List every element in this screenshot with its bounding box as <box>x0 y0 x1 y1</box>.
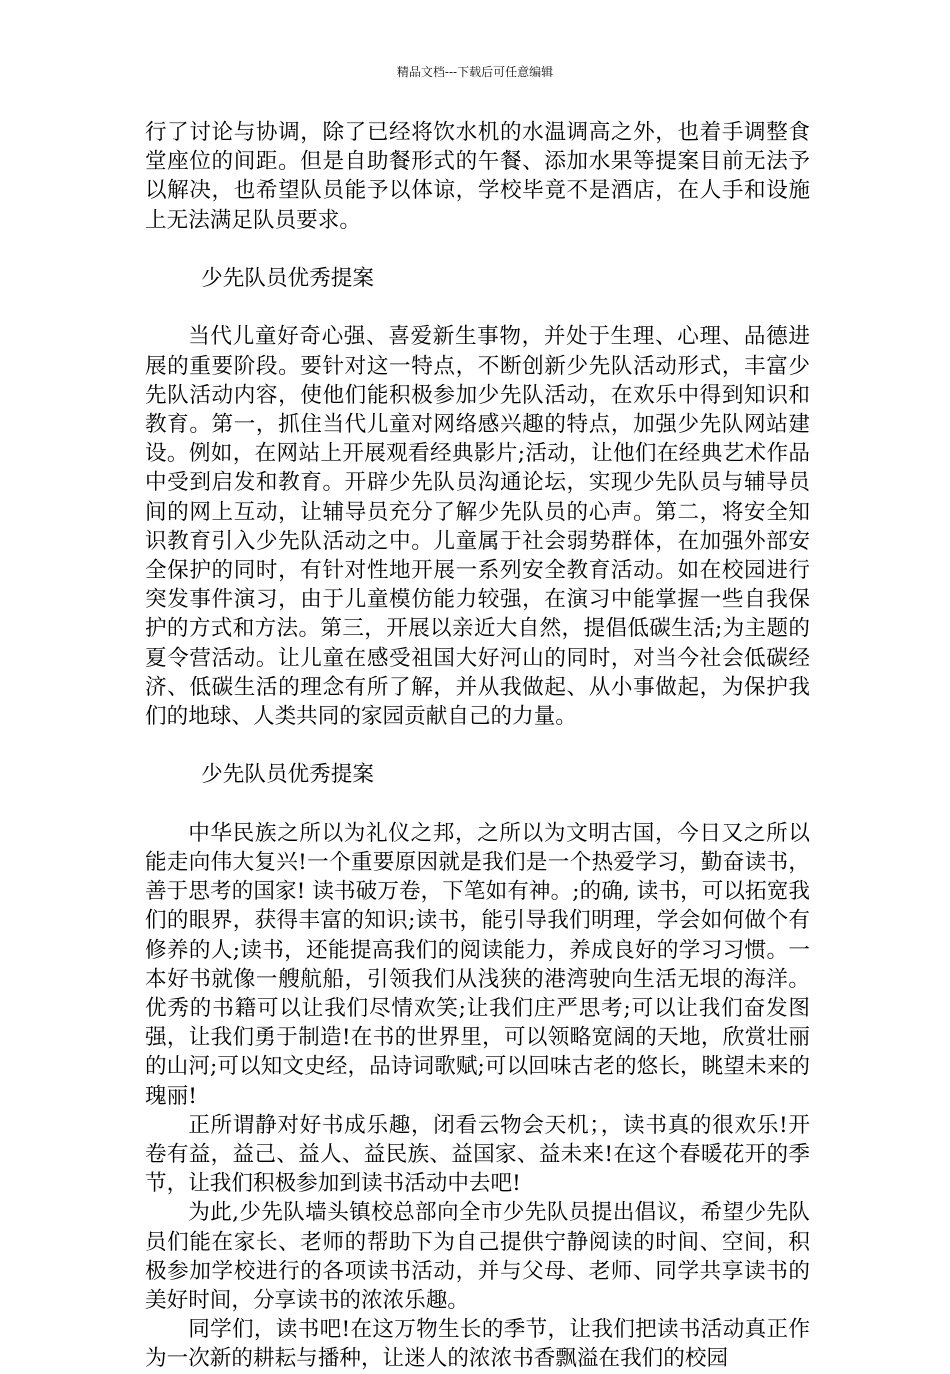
spacer <box>145 790 810 819</box>
spacer <box>145 235 810 264</box>
paragraph-initiative: 为此,少先队墙头镇校总部向全市少先队员提出倡议，希望少先队员们能在家长、老师的帮助下为自己提供宁静阅读的时间、空间，积极参加学校进行的各项读书活动，并与父母、老师、同学共享读书的美好时间，分享读书的浓浓乐趣。 <box>145 1200 810 1314</box>
spacer <box>145 731 810 760</box>
paragraph-continuation: 行了讨论与协调，除了已经将饮水机的水温调高之外，也着手调整食堂座位的间距。但是自助餐形式的午餐、添加水果等提案目前无法予以解决，也希望队员能予以体谅，学校毕竟不是酒店，在人手和设施上无法满足队员要求。 <box>145 120 810 233</box>
page-header: 精品文档---下载后可任意编辑 <box>396 65 554 79</box>
paragraph-call-to-read: 同学们，读书吧!在这万物生长的季节，让我们把读书活动真正作为一次新的耕耘与播种，让迷人的浓浓书香飘溢在我们的校园 <box>145 1317 810 1372</box>
section-heading: 少先队员优秀提案 <box>201 266 374 291</box>
paragraph-proposal-1: 当代儿童好奇心强、喜爱新生事物，并处于生理、心理、品德进展的重要阶段。要针对这一特点，不断创新少先队活动形式，丰富少先队活动内容，使他们能积极参加少先队活动，在欢乐中得到知识和教育。第一，抓住当代儿童对网络感兴趣的特点，加强少先队网站建设。例如，在网站上开展观看经典影片;活动，让他们在经典艺术作品中受到启发和教育。开辟少先队员沟通论坛，实现少先队员与辅导员间的网上互动，让辅导员充分了解少先队员的心声。第二，将安全知识教育引入少先队活动之中。儿童属于社会弱势群体，在加强外部安全保护的同时，有针对性地开展一系列安全教育活动。如在校园进行突发事件演习，由于儿童模仿能力较强，在演习中能掌握一些自我保护的方式和方法。第三，开展以亲近大自然，提倡低碳生活;为主题的夏令营活动。让儿童在感受祖国大好河山的同时，对当今社会低碳经济、低碳生活的理念有所了解，并从我做起、从小事做起，为保护我们的地球、人类共同的家园贡献自己的力量。 <box>145 324 810 730</box>
paragraph-reading-joy: 正所谓静对好书成乐趣，闭看云物会天机；，读书真的很欢乐!开卷有益，益己、益人、益民族、益国家、益未来!在这个春暖花开的季节，让我们积极参加到读书活动中去吧! <box>145 1112 810 1197</box>
paragraph-proposal-2: 中华民族之所以为礼仪之邦，之所以为文明古国，今日又之所以能走向伟大复兴!一个重要原因就是我们是一个热爱学习，勤奋读书，善于思考的国家! 读书破万卷，下笔如有神。;的确, 读书，可以拓宽我们的眼界，获得丰富的知识;读书，能引导我们明理，学会如何做个有修养的人;读书，还能提高我们的阅读能力，养成良好的学习习惯。一本好书就像一艘航船，引领我们从浅狭的港湾驶向生活无垠的海洋。优秀的书籍可以让我们尽情欢笑;让我们庄严思考;可以让我们奋发图强，让我们勇于制造!在书的世界里，可以领略宽阔的天地，欣赏壮丽的山河;可以知文史经，品诗词歌赋;可以回味古老的悠长，眺望未来的瑰丽! <box>145 820 810 1109</box>
spacer <box>145 293 810 322</box>
section-heading: 少先队员优秀提案 <box>201 762 374 788</box>
document-body <box>145 118 810 1374</box>
